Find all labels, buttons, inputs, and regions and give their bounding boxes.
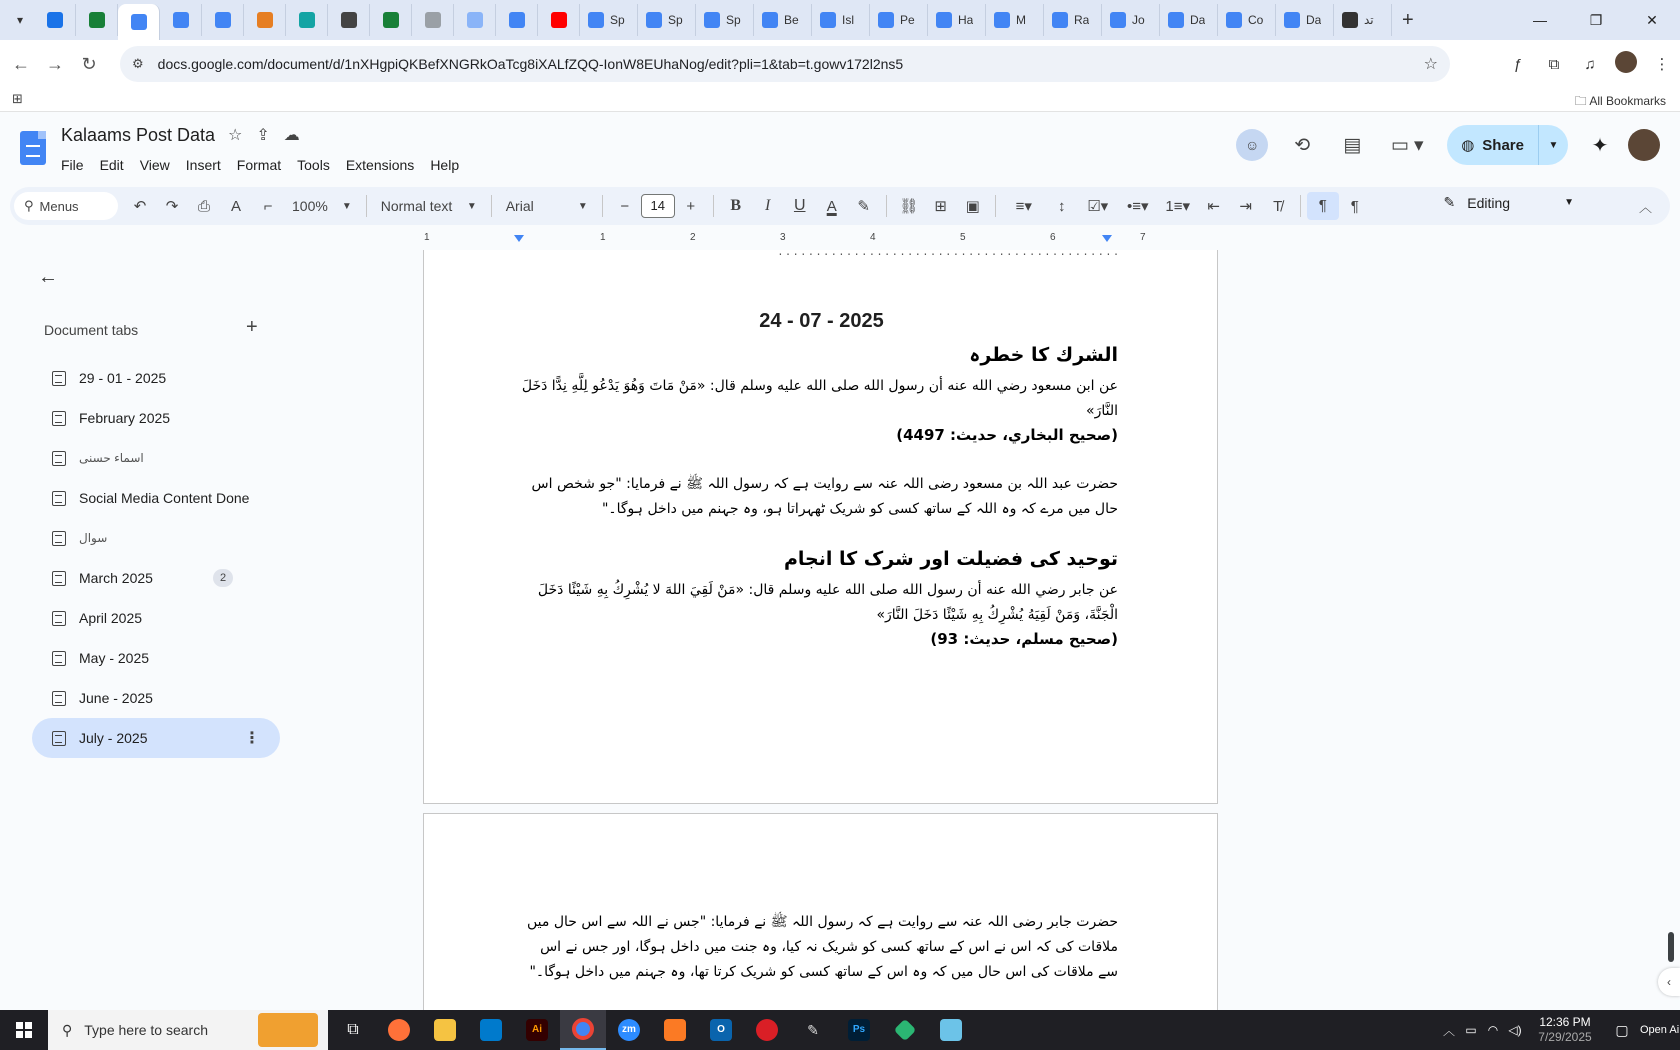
chevron-down-icon: ▼ <box>577 200 588 212</box>
date-heading: 24 - 07 - 2025 <box>759 310 884 332</box>
browser-tab[interactable] <box>812 4 870 36</box>
version-history-icon[interactable]: ⟲ <box>1294 134 1311 156</box>
tiger-search-highlight-icon <box>258 1013 318 1047</box>
tab-title: Jo <box>1132 13 1145 27</box>
comments-icon[interactable]: ▤ <box>1343 134 1362 156</box>
document-title[interactable]: Kalaams Post Data <box>61 125 216 145</box>
browser-tab[interactable] <box>1160 4 1218 36</box>
left-indent-marker[interactable] <box>514 235 524 242</box>
tab-title: Ha <box>958 13 974 27</box>
extensions-puzzle-icon[interactable]: ⧉ <box>1548 55 1560 73</box>
browser-tab[interactable] <box>1218 4 1276 36</box>
tab-favicon-icon <box>1342 12 1358 28</box>
outlook-icon[interactable]: O <box>698 1010 744 1050</box>
illustrator-icon[interactable]: Ai <box>514 1010 560 1050</box>
tab-favicon-icon <box>588 12 604 28</box>
tab-favicon-icon <box>383 12 399 28</box>
browser-tab[interactable] <box>118 4 160 40</box>
clock-time: 12:36 PM <box>1539 1015 1591 1029</box>
browser-tab[interactable] <box>76 4 118 36</box>
divider <box>366 195 367 217</box>
account-avatar[interactable] <box>1628 129 1660 161</box>
search-icon: ⚲ <box>62 1021 73 1038</box>
document-icon <box>52 491 66 506</box>
editing-mode-select[interactable] <box>1444 194 1574 211</box>
cloud-saved-icon[interactable]: ☁ <box>283 127 300 144</box>
chrome-icon[interactable] <box>560 1010 606 1050</box>
ruler-number: 3 <box>780 232 786 243</box>
gemini-sparkle-icon[interactable]: ✦ <box>1591 134 1609 157</box>
document-icon <box>52 731 66 746</box>
ruler-number: 2 <box>690 232 696 243</box>
line-spacing-icon[interactable]: ↕ <box>1057 197 1066 215</box>
document-page[interactable] <box>423 244 1218 804</box>
document-tab-label: April 2025 <box>79 610 143 626</box>
tab-favicon-icon <box>1110 12 1126 28</box>
browser-tab[interactable] <box>696 4 754 36</box>
document-icon <box>52 611 66 626</box>
browser-tab[interactable] <box>286 4 328 36</box>
notifications-icon[interactable]: ▢ <box>1615 1021 1629 1038</box>
close-window-icon[interactable]: ✕ <box>1646 11 1658 28</box>
document-icon <box>52 531 66 546</box>
browser-tab[interactable] <box>986 4 1044 36</box>
tab-favicon-icon <box>878 12 894 28</box>
vscode-icon[interactable] <box>468 1010 514 1050</box>
chrome-menu-icon[interactable]: ⋮ <box>1654 56 1670 73</box>
browser-tab[interactable] <box>328 4 370 36</box>
tab-favicon-icon <box>1168 12 1184 28</box>
tab-favicon-icon <box>1052 12 1068 28</box>
back-icon[interactable]: ← <box>12 53 30 74</box>
chevron-down-icon: ▼ <box>341 200 352 212</box>
menu-help[interactable]: Help <box>430 157 460 173</box>
decrease-indent-icon[interactable]: ⇤ <box>1207 198 1220 215</box>
decrease-font-size-icon[interactable]: − <box>620 197 630 215</box>
highlight-icon[interactable]: ✎ <box>857 198 870 215</box>
tab-title: Isl <box>842 13 854 27</box>
document-icon <box>52 571 66 586</box>
document-tab-label: 29 - 01 - 2025 <box>79 370 167 386</box>
zoom-value: 100% <box>292 198 328 214</box>
tab-favicon-icon <box>936 12 952 28</box>
menu-edit[interactable]: Edit <box>99 157 124 173</box>
display-icon[interactable]: ▭ <box>1465 1023 1477 1037</box>
hadith-arabic-2: عن جابر رضي الله عنه أن رسول الله صلى الله عليه وسلم قال: «مَنْ لَقِيَ اللهَ لا يُشْرِكُ بِهِ شَيْئًا دَخَلَ الْجَنَّةَ، وَمَنْ لَقِيَهُ يُشْرِكُ بِهِ شَيْئًا دَخَلَ النَّارَ» <box>537 582 1118 623</box>
divider <box>602 195 603 217</box>
document-tab-label: سوال <box>79 531 108 545</box>
align-icon[interactable]: ≡▾ <box>1015 198 1032 215</box>
firefox-icon[interactable] <box>376 1010 422 1050</box>
tab-search-chevron-icon[interactable]: ▾ <box>16 13 24 27</box>
urdu-translation-1: حضرت عبد اللہ بن مسعود رضی اللہ عنہ سے روایت ہے کہ رسول اللہ ﷺ نے فرمایا: "جو شخص اس حال میں مرے کہ وہ اللہ کے ساتھ کسی کو شریک ٹھہراتا ہو، وہ جہنم میں داخل ہوگا۔" <box>531 476 1118 517</box>
spellcheck-icon[interactable]: A <box>230 197 241 215</box>
document-tab-list <box>32 358 280 758</box>
all-bookmarks-folder[interactable]: 🗀 All Bookmarks <box>1574 94 1666 108</box>
docs-header <box>0 113 1680 177</box>
divider <box>1300 195 1301 217</box>
menu-tools[interactable]: Tools <box>297 157 330 173</box>
tab-favicon-icon <box>89 12 105 28</box>
new-tab-button[interactable]: + <box>1402 8 1414 31</box>
share-button[interactable] <box>1447 125 1568 165</box>
browser-tab[interactable] <box>928 4 986 36</box>
tab-favicon-icon <box>173 12 189 28</box>
document-icon <box>52 451 66 466</box>
ruler-number: 4 <box>870 232 876 243</box>
insert-link-icon[interactable]: ⛓ <box>899 198 919 215</box>
tab-favicon-icon <box>551 12 567 28</box>
zoom-icon[interactable]: zm <box>606 1010 652 1050</box>
document-tab-item[interactable] <box>32 718 280 758</box>
tab-favicon-icon <box>509 12 525 28</box>
document-tab-item[interactable] <box>32 678 280 718</box>
browser-tab[interactable] <box>370 4 412 36</box>
browser-tab-strip <box>0 0 1680 40</box>
tab-favicon-icon <box>299 12 315 28</box>
pencil-icon: ✎ <box>1443 194 1456 210</box>
tab-favicon-icon <box>47 12 63 28</box>
ruler-number: 1 <box>600 232 606 243</box>
browser-tab[interactable] <box>454 4 496 36</box>
minimize-icon[interactable]: — <box>1533 12 1547 28</box>
window-controls <box>1512 0 1680 40</box>
checklist-icon[interactable]: ☑▾ <box>1087 198 1109 215</box>
paint-format-icon[interactable]: ⌐ <box>263 197 273 215</box>
divider <box>995 195 996 217</box>
browser-tab[interactable] <box>580 4 638 36</box>
browser-tab[interactable] <box>870 4 928 36</box>
tab-title: M <box>1016 13 1026 27</box>
document-page[interactable] <box>423 813 1218 1013</box>
task-view-icon[interactable]: ⧉ <box>347 1021 359 1038</box>
style-value: Normal text <box>380 198 453 214</box>
ltr-paragraph-icon[interactable]: ¶ <box>1307 192 1339 220</box>
tab-favicon-icon <box>1226 12 1242 28</box>
profile-icon[interactable] <box>1608 51 1644 77</box>
all-bookmarks-label: All Bookmarks <box>1589 94 1666 108</box>
menu-file[interactable]: File <box>61 157 84 173</box>
omnibox[interactable] <box>120 46 1450 82</box>
undo-icon[interactable]: ↶ <box>133 198 147 215</box>
menus-label: Menus <box>39 198 79 214</box>
hadith-reference-2: (صحيح مسلم، حديث: 93) <box>930 630 1118 648</box>
chevron-down-icon: ▼ <box>1564 197 1574 208</box>
document-tab-item[interactable] <box>32 358 280 398</box>
tab-title: Ra <box>1074 13 1090 27</box>
divider <box>491 195 492 217</box>
formatting-toolbar <box>10 187 1670 225</box>
windows-taskbar <box>0 1010 1680 1050</box>
xampp-icon[interactable] <box>652 1010 698 1050</box>
divider <box>713 195 714 217</box>
tab-options-icon[interactable]: ⋮ <box>244 730 260 747</box>
rtl-paragraph-icon[interactable]: ¶ <box>1350 197 1359 215</box>
menu-format[interactable]: Format <box>236 157 282 173</box>
tab-favicon-icon <box>131 14 147 30</box>
meet-presence-icon[interactable]: ☺ <box>1236 129 1268 161</box>
collapse-toolbar-icon[interactable]: ︿ <box>1638 200 1652 215</box>
volume-icon[interactable]: ◁) <box>1508 1023 1522 1037</box>
system-tray <box>1438 1010 1680 1050</box>
increase-font-size-icon[interactable]: + <box>686 197 696 215</box>
document-tabs-sidebar <box>0 252 300 1008</box>
tab-title: Da <box>1190 13 1206 27</box>
font-size-input[interactable]: 14 <box>641 194 675 218</box>
heading-tawheed-virtue: توحید کی فضیلت اور شرک کا انجام <box>783 548 1118 570</box>
share-label: Share <box>1482 136 1524 154</box>
forward-icon[interactable]: → <box>46 53 64 74</box>
print-icon[interactable]: ⎙ <box>197 197 210 215</box>
zoom-select[interactable] <box>284 198 360 214</box>
document-tab-label: June - 2025 <box>79 690 153 706</box>
app-diamond-icon[interactable] <box>882 1010 928 1050</box>
add-tab-icon[interactable]: + <box>246 316 258 338</box>
move-folder-icon[interactable]: ⇪ <box>256 127 270 144</box>
document-tab-item[interactable] <box>32 558 280 598</box>
browser-tab[interactable] <box>244 4 286 36</box>
system-clock[interactable] <box>1530 1015 1600 1045</box>
tab-title: Sp <box>610 13 625 27</box>
numbered-list-icon[interactable]: 1≡▾ <box>1165 198 1191 215</box>
hadith-reference-1: (صحيح البخاري، حديث: 4497) <box>896 426 1118 444</box>
chevron-up-icon[interactable]: ︿ <box>1442 1023 1455 1038</box>
browser-tab[interactable] <box>538 4 580 36</box>
bulleted-list-icon[interactable]: •≡▾ <box>1126 198 1149 215</box>
tab-favicon-icon <box>820 12 836 28</box>
heading-shirk-danger: الشرك کا خطرہ <box>969 344 1118 366</box>
ruler-number: 6 <box>1050 232 1056 243</box>
font-select[interactable] <box>498 198 596 214</box>
star-icon[interactable]: ☆ <box>228 127 243 144</box>
browser-tab[interactable] <box>1102 4 1160 36</box>
ruler-number: 1 <box>424 232 430 243</box>
browser-tab[interactable] <box>1334 4 1392 36</box>
document-tab-item[interactable] <box>32 518 280 558</box>
browser-tab[interactable] <box>1044 4 1102 36</box>
menu-bar <box>61 157 459 173</box>
document-tabs-heading: Document tabs <box>44 322 139 338</box>
tab-favicon-icon <box>467 12 483 28</box>
tab-favicon-icon <box>425 12 441 28</box>
tab-title: Be <box>784 13 799 27</box>
document-tab-label: July - 2025 <box>79 730 148 746</box>
page-scrollbar-thumb[interactable] <box>1668 932 1674 962</box>
notepad-icon[interactable] <box>928 1010 974 1050</box>
tab-favicon-icon <box>215 12 231 28</box>
text-color-icon[interactable]: A <box>826 197 837 215</box>
bookmarks-bar <box>0 88 1680 112</box>
meet-camera-icon[interactable]: ▭ ▾ <box>1390 134 1424 156</box>
document-tab-item[interactable] <box>32 638 280 678</box>
style-select[interactable] <box>373 198 485 214</box>
chevron-down-icon: ▼ <box>466 200 477 212</box>
ruler-number: 7 <box>1140 232 1146 243</box>
extension-f-icon[interactable]: ƒ <box>1513 55 1523 73</box>
address-bar-row <box>0 40 1680 88</box>
clock-date: 7/29/2025 <box>1538 1030 1592 1044</box>
menu-view[interactable]: View <box>139 157 170 173</box>
clear-formatting-icon[interactable]: T̸ <box>1273 197 1283 215</box>
document-tab-label: March 2025 <box>79 570 153 586</box>
editing-mode-label: Editing <box>1467 194 1511 211</box>
italic-icon[interactable]: I <box>765 197 771 214</box>
browser-tab[interactable] <box>34 4 76 36</box>
add-comment-icon[interactable]: ⊞ <box>934 198 947 215</box>
media-control-icon[interactable]: ♫ <box>1584 55 1596 73</box>
search-icon: ⚲ <box>24 198 34 213</box>
docs-logo-icon[interactable] <box>20 131 46 165</box>
back-arrow-icon[interactable]: ← <box>38 266 58 288</box>
tab-favicon-icon <box>762 12 778 28</box>
browser-tab[interactable] <box>496 4 538 36</box>
document-icon <box>52 411 66 426</box>
browser-tab[interactable] <box>412 4 454 36</box>
tab-favicon-icon <box>257 12 273 28</box>
reload-icon[interactable]: ↻ <box>81 53 97 74</box>
document-tab-item[interactable] <box>32 598 280 638</box>
ruler-number: 5 <box>960 232 966 243</box>
document-tab-label: February 2025 <box>79 410 171 426</box>
urdu-translation-2: حضرت جابر رضی اللہ عنہ سے روایت ہے کہ رسول اللہ ﷺ نے فرمایا: "جس نے اللہ سے اس حال میں ملاقات کی کہ اس نے اس کے ساتھ کسی کو شریک نہ کیا، وہ جنت میں داخل ہوگا، اور جس نے اس سے ملاقات کی اس حال میں کہ وہ اس کے ساتھ کسی کو شریک کرتا تھا، وہ جہنم میں داخل ہوگا۔" <box>527 914 1118 980</box>
document-tab-item[interactable] <box>32 478 280 518</box>
bookmark-star-icon[interactable]: ☆ <box>1423 56 1438 73</box>
share-dropdown-icon[interactable]: ▼ <box>1538 125 1568 165</box>
tab-favicon-icon <box>1284 12 1300 28</box>
browser-tab[interactable] <box>638 4 696 36</box>
tab-title: تد <box>1364 13 1374 27</box>
document-tab-label: اسماء حسنی <box>79 451 144 465</box>
tab-favicon-icon <box>341 12 357 28</box>
creative-cloud-icon[interactable] <box>744 1010 790 1050</box>
document-tab-label: Social Media Content Done <box>79 490 250 506</box>
photoshop-icon[interactable]: Ps <box>836 1010 882 1050</box>
tab-title: Co <box>1248 13 1264 27</box>
cut-off-text-line: . . . . . . . . . . . . . . . . . . . . . . . . . . . . . . . . . . . . . . . . . . . . . <box>778 244 1118 256</box>
document-tab-item[interactable] <box>32 398 280 438</box>
menu-insert[interactable]: Insert <box>185 157 221 173</box>
redo-icon[interactable]: ↷ <box>165 198 179 215</box>
tab-favicon-icon <box>704 12 720 28</box>
menus-search[interactable] <box>14 192 118 220</box>
tab-favicon-icon <box>646 12 662 28</box>
document-icon <box>52 651 66 666</box>
divider <box>886 195 887 217</box>
document-tab-label: May - 2025 <box>79 650 150 666</box>
tab-title: Sp <box>726 13 741 27</box>
right-indent-marker[interactable] <box>1102 235 1112 242</box>
browser-tab[interactable] <box>1276 4 1334 36</box>
hadith-arabic-1: عن ابن مسعود رضي الله عنه أن رسول الله صلى الله عليه وسلم قال: «مَنْ مَاتَ وَهُوَ يَدْعُو لِلَّهِ نِدًّا دَخَلَ النَّارَ» <box>521 378 1118 419</box>
menu-extensions[interactable]: Extensions <box>345 157 415 173</box>
browser-tab[interactable] <box>160 4 202 36</box>
bold-icon[interactable]: B <box>730 197 742 214</box>
document-tab-item[interactable] <box>32 438 280 478</box>
browser-tab[interactable] <box>754 4 812 36</box>
document-icon <box>52 371 66 386</box>
insert-image-icon[interactable]: ▣ <box>965 198 980 215</box>
openai-tray-label[interactable]: Open Ai <box>1640 1024 1680 1036</box>
comment-count-badge: 2 <box>213 569 233 587</box>
tab-title: Sp <box>668 13 683 27</box>
tab-title: Pe <box>900 13 915 27</box>
taskbar-search-placeholder: Type here to search <box>84 1022 209 1038</box>
tab-title: Da <box>1306 13 1322 27</box>
extension-icons <box>1500 40 1680 88</box>
windows-logo-icon <box>16 1022 32 1038</box>
wifi-icon[interactable]: ◠ <box>1487 1023 1499 1037</box>
increase-indent-icon[interactable]: ⇥ <box>1239 198 1252 215</box>
start-button[interactable] <box>0 1010 48 1050</box>
side-panel-chevron-icon[interactable]: ‹ <box>1658 968 1680 996</box>
file-explorer-icon[interactable] <box>422 1010 468 1050</box>
tab-favicon-icon <box>994 12 1010 28</box>
browser-tab[interactable] <box>202 4 244 36</box>
underline-icon[interactable]: U <box>793 197 806 214</box>
site-info-icon[interactable]: ⚙ <box>132 56 144 71</box>
url-text[interactable]: docs.google.com/document/d/1nXHgpiQKBefXNGRkOaTcg8iXALfZQQ-IonW8EUhaNog/edit?pli=1&tab=t.gowv172l2ns5 <box>157 56 904 72</box>
apps-grid-icon[interactable]: ⊞ <box>12 91 23 106</box>
restore-icon[interactable]: ❐ <box>1589 11 1603 28</box>
font-value: Arial <box>505 198 534 214</box>
document-icon <box>52 691 66 706</box>
pen-tool-icon[interactable]: ✎ <box>807 1021 819 1038</box>
globe-icon: ◍ <box>1461 137 1475 154</box>
